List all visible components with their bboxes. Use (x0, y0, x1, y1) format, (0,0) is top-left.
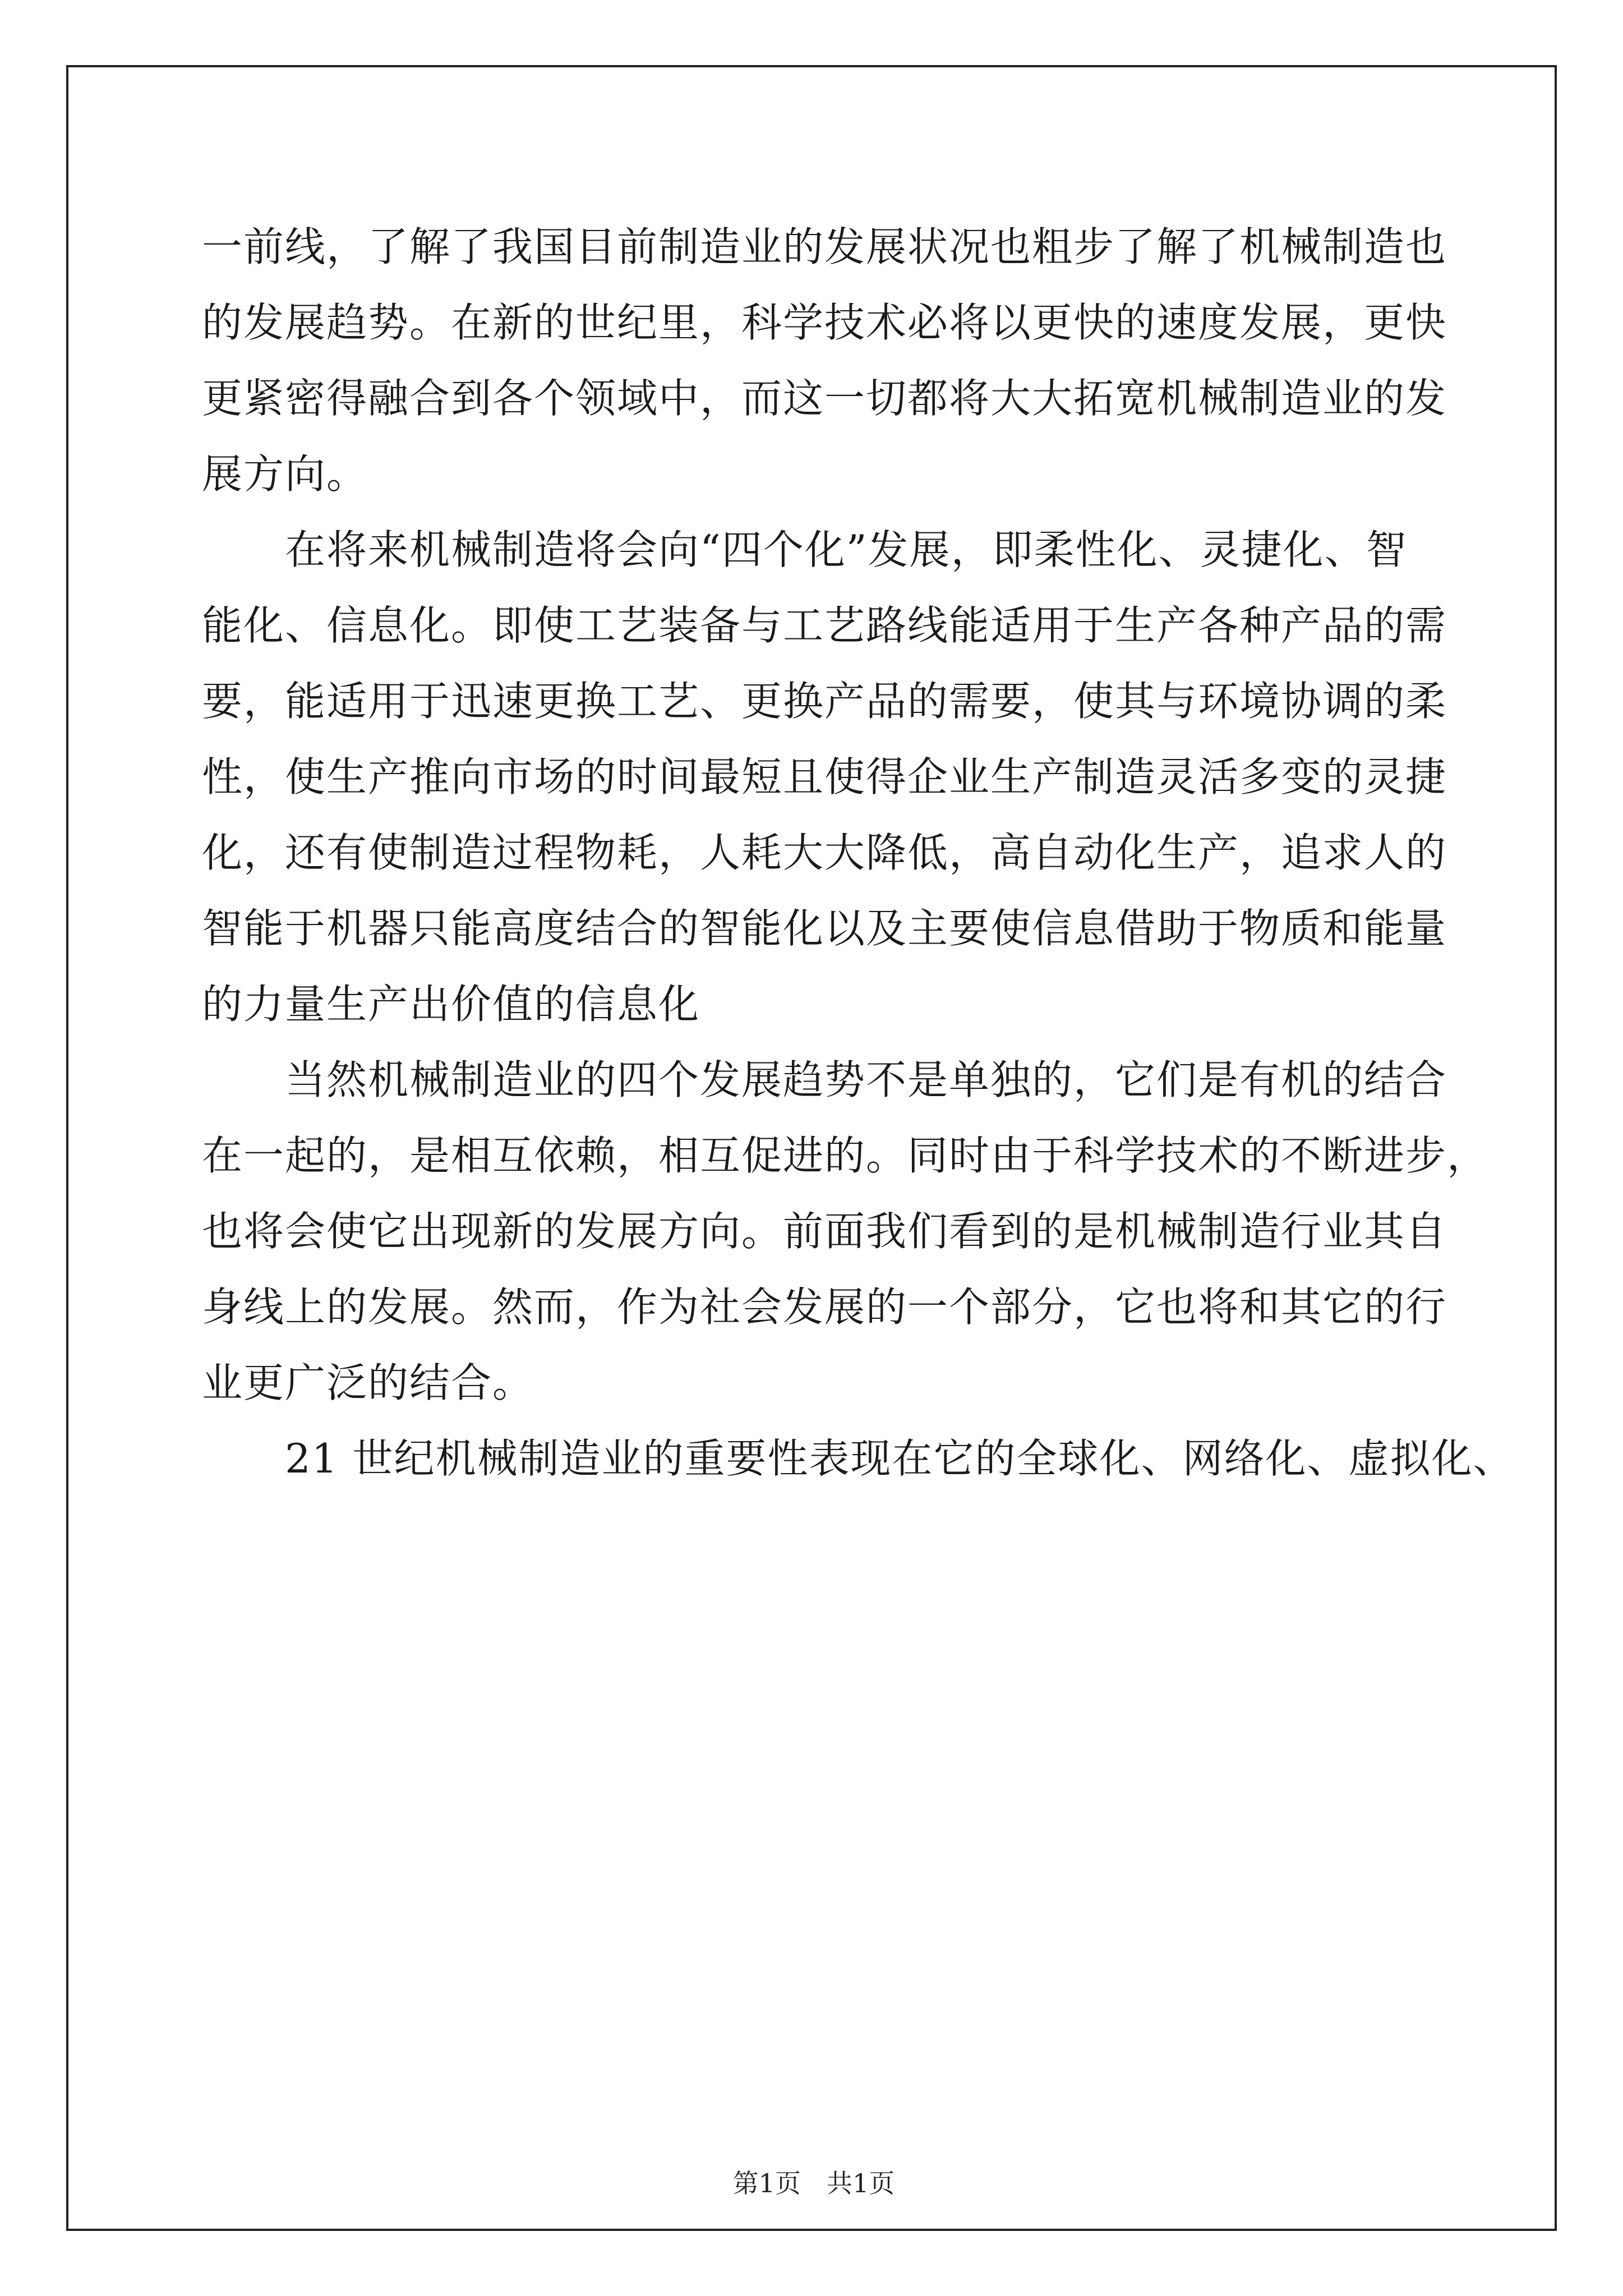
text-line: 身线上的发展。然而，作为社会发展的一个部分，它也将和其它的行 (202, 1283, 1447, 1331)
text-line: 的力量生产出价值的信息化 (202, 981, 700, 1028)
text-line: 要，能适用于迅速更换工艺、更换产品的需要，使其与环境协调的柔 (202, 678, 1447, 725)
text-line: 也将会使它出现新的发展方向。前面我们看到的是机械制造行业其自 (202, 1208, 1447, 1255)
text-line: 21 世纪机械制造业的重要性表现在它的全球化、网络化、虚拟化、 (202, 1435, 1515, 1482)
text-line: 性，使生产推向市场的时间最短且使得企业生产制造灵活多变的灵捷 (202, 753, 1447, 800)
text-line: 的发展趋势。在新的世纪里，科学技术必将以更快的速度发展，更快 (202, 299, 1447, 346)
page-number-footer: 第1页 共1页 (732, 2168, 895, 2198)
text-line: 业更广泛的结合。 (202, 1359, 534, 1406)
text-line: 当然机械制造业的四个发展趋势不是单独的，它们是有机的结合 (202, 1056, 1447, 1103)
text-line: 化，还有使制造过程物耗，人耗大大降低，高自动化生产，追求人的 (202, 829, 1447, 876)
text-line: 展方向。 (202, 450, 368, 498)
text-line: 在一起的，是相互依赖，相互促进的。同时由于科学技术的不断进步， (202, 1132, 1489, 1179)
text-line: 能化、信息化。即使工艺装备与工艺路线能适用于生产各种产品的需 (202, 602, 1447, 649)
text-line: 一前线，了解了我国目前制造业的发展状况也粗步了解了机械制造也 (202, 223, 1447, 270)
text-line: 更紧密得融合到各个领域中，而这一切都将大大拓宽机械制造业的发 (202, 375, 1447, 422)
text-line: 智能于机器只能高度结合的智能化以及主要使信息借助于物质和能量 (202, 905, 1447, 952)
text-line: 在将来机械制造将会向“四个化”发展，即柔性化、灵捷化、智 (202, 526, 1408, 573)
page-frame (66, 65, 1557, 2231)
